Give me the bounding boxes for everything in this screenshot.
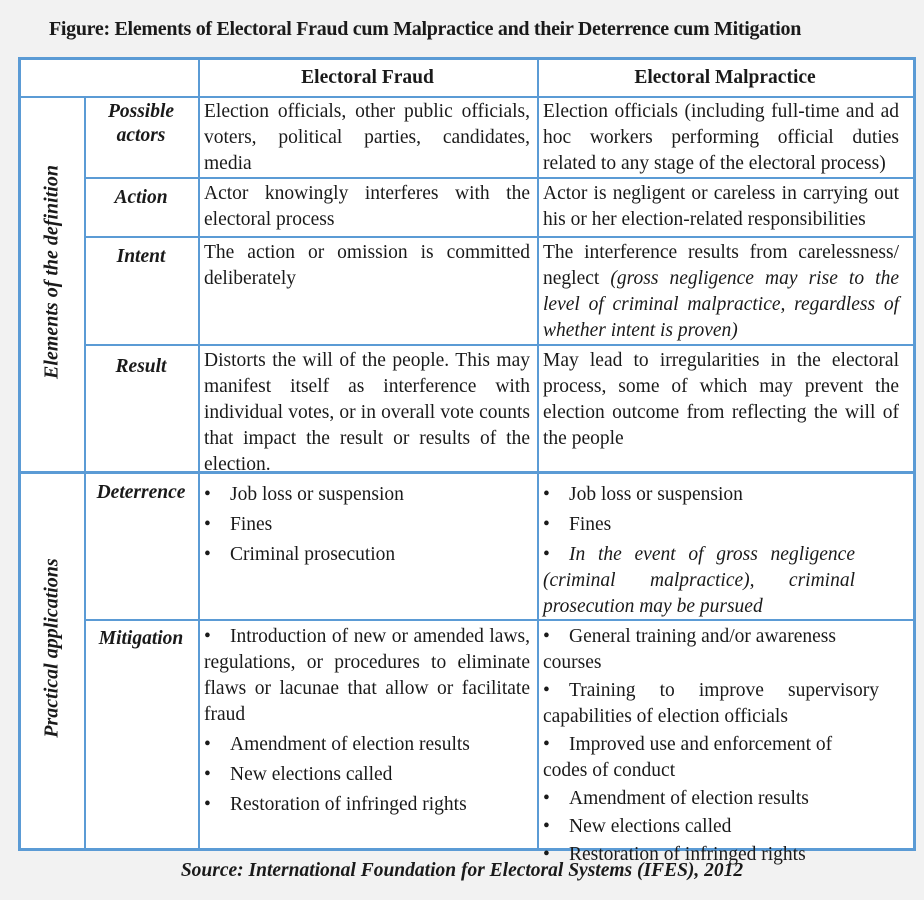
bullet: •: [543, 844, 550, 865]
bullet: •: [204, 544, 211, 565]
row-label-actors: [84, 100, 198, 148]
list-item: [204, 540, 530, 570]
list-item-text: Criminal prosecution: [230, 544, 396, 565]
row-label-actors-line1: Possible: [107, 101, 175, 122]
cell-action-malpractice: Actor is negligent or careless in carrying out his or her election-related responsibilities: [543, 183, 899, 230]
column-header-fraud: Electoral Fraud: [301, 67, 434, 88]
bullet: •: [543, 484, 550, 505]
cell-mitigation-malpractice: [543, 624, 879, 865]
list-item: [204, 480, 530, 510]
cell-deterrence-fraud: [204, 480, 530, 618]
list-item: [543, 624, 879, 676]
bullet: •: [543, 816, 550, 837]
list-item: [543, 732, 879, 784]
list-item: [204, 624, 530, 728]
bullet: •: [543, 734, 550, 755]
list-item: [543, 786, 879, 812]
list-item: [543, 510, 855, 540]
list-item-text: Job loss or suspension: [569, 484, 743, 505]
cell-action-fraud: Actor knowingly interferes with the electoral process: [204, 183, 530, 230]
cell-intent-malpractice: [543, 240, 899, 344]
cell-result-malpractice: May lead to irregularities in the electoral process, some of which may prevent the election outcome from reflecting the will of the people: [543, 350, 899, 449]
bullet: •: [543, 514, 550, 535]
list-item-text: Amendment of election results: [230, 734, 470, 755]
group-label-practical: Practical applications: [40, 558, 63, 738]
list-item: [204, 510, 530, 540]
bullet: •: [543, 626, 550, 647]
list-item-text: Improved use and enforcement of codes of conduct: [543, 734, 833, 781]
intent-malpractice-text: The interference results from carelessness/ neglect: [543, 242, 899, 289]
list-item-text: Restoration of infringed rights: [569, 844, 806, 865]
figure-title: Figure: Elements of Electoral Fraud cum Malpractice and their Deterrence cum Mitigation: [48, 18, 802, 40]
list-item: [543, 542, 855, 620]
row-label-action: Action: [114, 187, 168, 208]
list-item: [204, 792, 530, 818]
bullet: •: [204, 484, 211, 505]
list-item-text: Restoration of infringed rights: [230, 794, 467, 815]
list-item: [543, 814, 879, 840]
list-item-text: New elections called: [569, 816, 732, 837]
bullet: •: [204, 794, 211, 815]
bullet: •: [204, 626, 211, 647]
list-item-text: Job loss or suspension: [230, 484, 404, 505]
row-label-actors-line2: actors: [116, 125, 166, 146]
cell-actors-malpractice: Election officials (including full-time and ad hoc workers performing official duties related to any stage of the electoral process): [543, 101, 899, 174]
row-label-intent: Intent: [116, 246, 166, 267]
intent-malpractice-note: (gross negligence may rise to the level of criminal malpractice, regardless of whether intent is proven): [543, 268, 899, 341]
cell-result-fraud: Distorts the will of the people. This may manifest itself as interference with individual votes, or in overall vote counts that impact the result or results of the election.: [204, 350, 530, 475]
list-item: [543, 678, 879, 730]
column-header-malpractice: Electoral Malpractice: [634, 67, 816, 88]
bullet: •: [204, 734, 211, 755]
list-item-text: Fines: [569, 514, 612, 535]
source-caption: Source: International Foundation for Electoral Systems (IFES), 2012: [180, 860, 744, 881]
list-item: [543, 480, 855, 510]
list-item-text: In the event of gross negligence (criminal malpractice), criminal prosecution may be pursued: [543, 544, 855, 617]
bullet: •: [543, 544, 550, 565]
list-item-text: Amendment of election results: [569, 788, 809, 809]
list-item-text: Training to improve supervisory capabilities of election officials: [543, 680, 879, 727]
list-item: [204, 762, 530, 788]
cell-intent-fraud: The action or omission is committed deliberately: [204, 242, 530, 289]
row-label-deterrence: Deterrence: [96, 482, 186, 503]
group-label-definition: Elements of the definition: [40, 165, 63, 379]
bullet: •: [204, 514, 211, 535]
cell-mitigation-fraud: [204, 624, 530, 848]
bullet: •: [543, 680, 550, 701]
cell-actors-fraud: Election officials, other public officials, voters, political parties, candidates, media: [204, 101, 530, 174]
list-item-text: New elections called: [230, 764, 393, 785]
list-item-text: Fines: [230, 514, 273, 535]
bullet: •: [543, 788, 550, 809]
list-item-text: General training and/or awareness courses: [543, 626, 836, 673]
row-label-mitigation: Mitigation: [98, 628, 184, 649]
row-label-result: Result: [115, 356, 167, 377]
list-item: [204, 732, 530, 758]
list-item-text: Introduction of new or amended laws, regulations, or procedures to eliminate flaws or lacunae that allow or facilitate fraud: [204, 626, 530, 725]
bullet: •: [204, 764, 211, 785]
cell-deterrence-malpractice: [543, 480, 855, 618]
